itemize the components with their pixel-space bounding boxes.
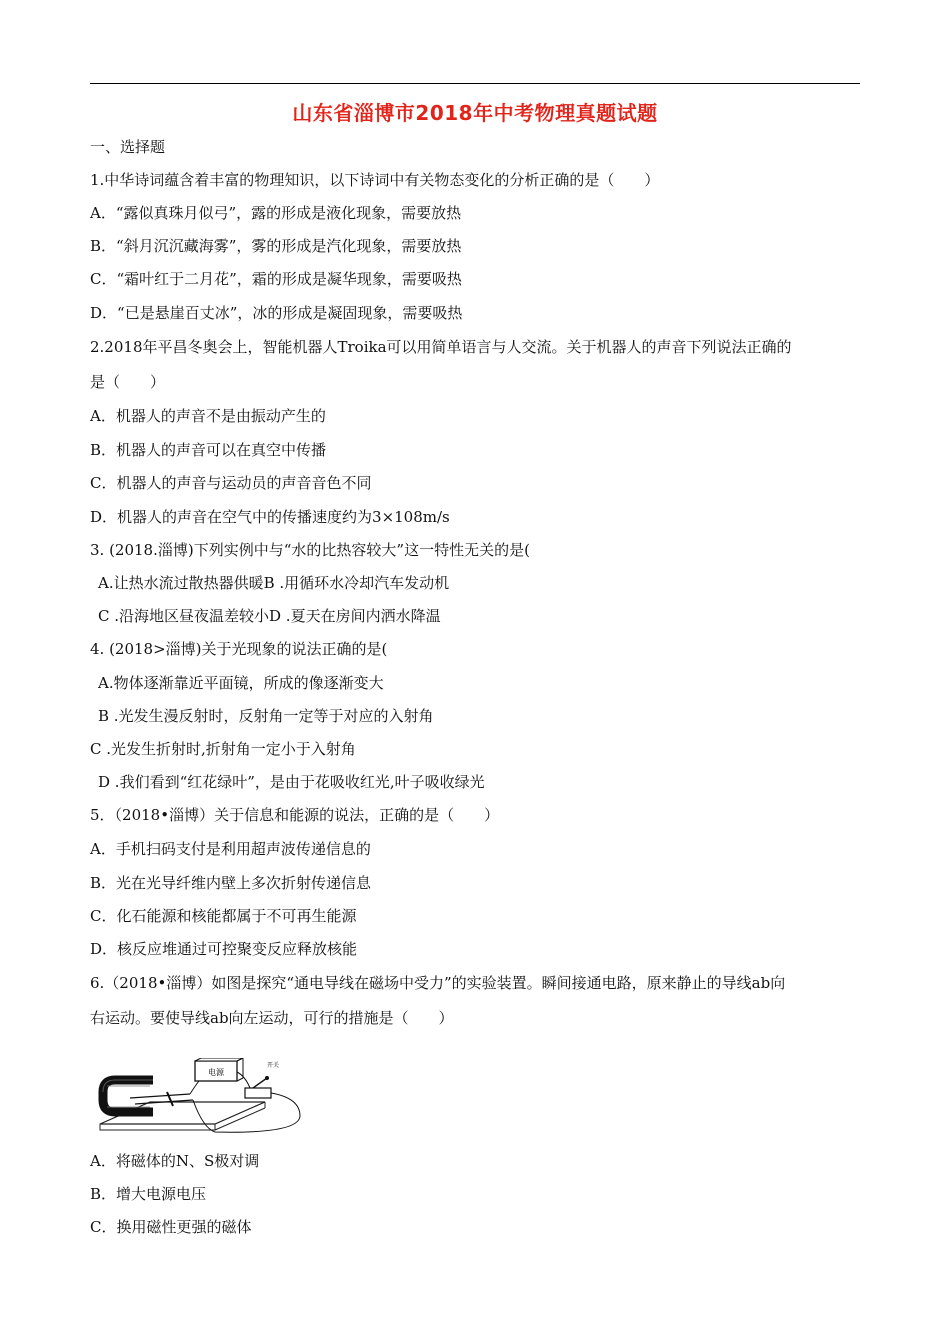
q1-option-a: A．“露似真珠月似弓”，露的形成是液化现象，需要放热 bbox=[90, 204, 462, 222]
question-1-stem: 1.中华诗词蕴含着丰富的物理知识，以下诗词中有关物态变化的分析正确的是（ ） bbox=[90, 171, 660, 189]
q5-option-c: C．化石能源和核能都属于不可再生能源 bbox=[90, 907, 357, 925]
page-title: 山东省淄博市2018年中考物理真题试题 bbox=[292, 101, 658, 125]
q4-option-d: D .我们看到“红花绿叶”，是由于花吸收红光,叶子吸收绿光 bbox=[98, 773, 485, 791]
question-5-stem: 5．（2018•淄博）关于信息和能源的说法，正确的是（ ） bbox=[90, 806, 500, 824]
base-board-edge bbox=[100, 1124, 215, 1130]
question-6-stem: 6.（2018•淄博）如图是探究“通电导线在磁场中受力”的实验装置。瞬间接通电路，原来静止的导线ab向 bbox=[90, 974, 786, 992]
experiment-figure bbox=[95, 1058, 310, 1142]
q1-option-d: D．“已是悬崖百丈冰”，冰的形成是凝固现象，需要吸热 bbox=[90, 304, 463, 322]
switch bbox=[245, 1088, 271, 1098]
wire bbox=[193, 1093, 300, 1132]
conductor-ab bbox=[167, 1092, 173, 1106]
apparatus-diagram bbox=[95, 1058, 310, 1138]
switch-label: 开关 bbox=[267, 1062, 280, 1069]
q6-option-b: B．增大电源电压 bbox=[90, 1185, 207, 1203]
q6-option-a: A．将磁体的N、S极对调 bbox=[90, 1152, 260, 1170]
q5-option-b: B．光在光导纤维内壁上多次折射传递信息 bbox=[90, 874, 372, 892]
q2-option-d: D．机器人的声音在空气中的传播速度约为3×108m/s bbox=[90, 508, 450, 526]
q3-options-cd: C .沿海地区昼夜温差较小D .夏天在房间内洒水降温 bbox=[98, 607, 441, 625]
u-magnet bbox=[103, 1080, 153, 1112]
top-rule bbox=[90, 83, 860, 84]
q4-option-a: A.物体逐渐靠近平面镜，所成的像逐渐变大 bbox=[98, 674, 384, 692]
question-2-stem: 2.2018年平昌冬奥会上，智能机器人Troika可以用简单语言与人交流。关于机器人的声音下列说法正确的 bbox=[90, 338, 792, 356]
q4-option-b: B .光发生漫反射时，反射角一定等于对应的入射角 bbox=[98, 707, 434, 725]
q2-option-a: A．机器人的声音不是由振动产生的 bbox=[90, 407, 326, 425]
rail bbox=[130, 1094, 190, 1098]
q1-option-c: C．“霜叶红于二月花”，霜的形成是凝华现象，需要吸热 bbox=[90, 270, 462, 288]
question-6-stem-cont: 右运动。要使导线ab向左运动，可行的措施是（ ） bbox=[90, 1009, 454, 1027]
q1-option-b: B．“斜月沉沉藏海雾”，雾的形成是汽化现象，需要放热 bbox=[90, 237, 462, 255]
question-4-stem: 4. (2018>淄博)关于光现象的说法正确的是( bbox=[90, 640, 388, 658]
q4-option-c: C .光发生折射时,折射角一定小于入射角 bbox=[90, 740, 356, 758]
wire bbox=[190, 1081, 199, 1094]
power-supply-label: 电源 bbox=[208, 1068, 224, 1077]
q6-option-c: C．换用磁性更强的磁体 bbox=[90, 1218, 252, 1236]
q3-options-ab: A.让热水流过散热器供暖B .用循环水冷却汽车发动机 bbox=[98, 574, 450, 592]
question-3-stem: 3. (2018.淄博)下列实例中与“水的比热容较大”这一特性无关的是( bbox=[90, 541, 530, 559]
q5-option-d: D．核反应堆通过可控聚变反应释放核能 bbox=[90, 940, 358, 958]
q2-option-b: B．机器人的声音可以在真空中传播 bbox=[90, 441, 327, 459]
section-heading: 一、选择题 bbox=[90, 138, 166, 156]
q5-option-a: A．手机扫码支付是利用超声波传递信息的 bbox=[90, 840, 371, 858]
q2-option-c: C．机器人的声音与运动员的声音音色不同 bbox=[90, 474, 372, 492]
question-2-stem-cont: 是（ ） bbox=[90, 373, 166, 391]
